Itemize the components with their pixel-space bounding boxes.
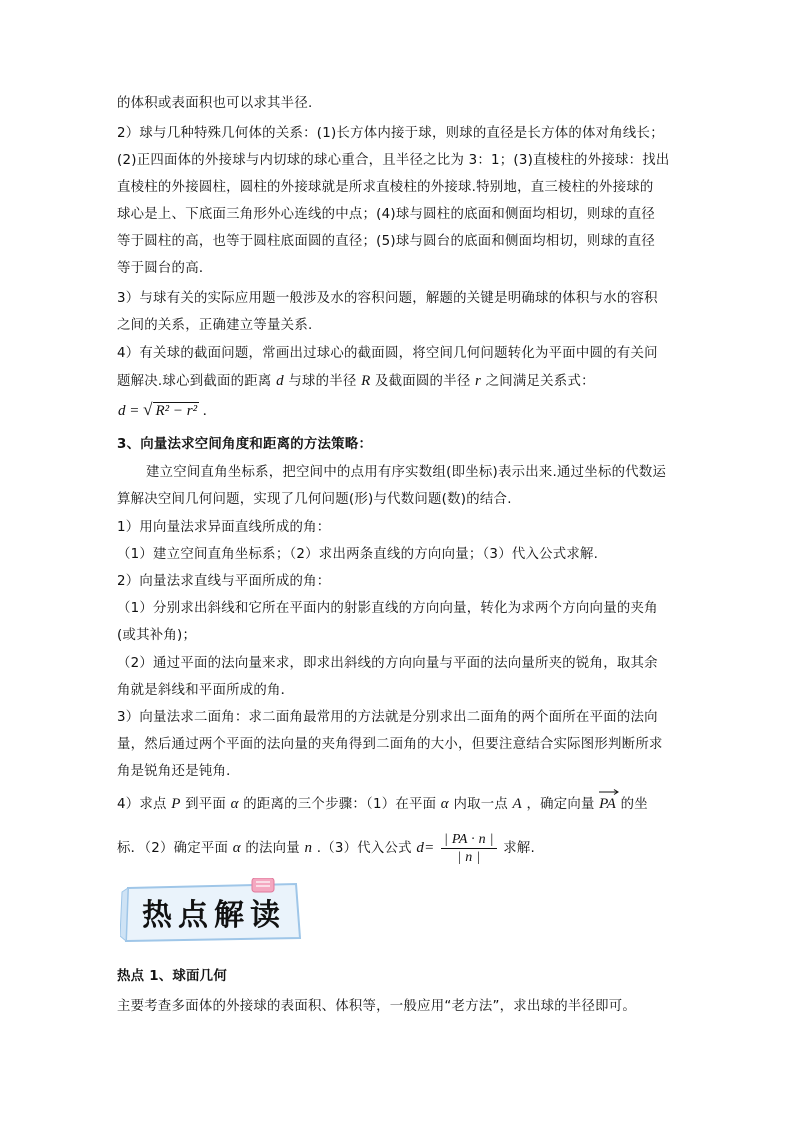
text-fragment: 4）求点 — [117, 797, 167, 812]
vector-label: PA — [599, 796, 617, 812]
text-fragment: 的距离的三个步骤：（1）在平面 — [243, 797, 437, 812]
formula-fraction — [441, 831, 497, 866]
text-fragment: ，确定向量 — [526, 797, 595, 812]
text-line: （1）分别求出斜线和它所在平面内的射影直线的方向向量，转化为求两个方向向量的夹角 — [117, 601, 658, 616]
symbol-n: n — [304, 840, 313, 856]
text-line: 直棱柱的外接圆柱，圆柱的外接球就是所求直棱柱的外接球.特别地，直三棱柱的外接球的 — [117, 180, 654, 195]
text-fragment: 的坐 — [620, 797, 648, 812]
section-heading: 热点 1、球面几何 — [117, 969, 227, 984]
hotspot-banner-title: 热点解读 — [142, 898, 286, 933]
text-line: 3）与球有关的实际应用题一般涉及水的容积问题，解题的关键是明确球的体积与水的容积 — [117, 291, 658, 306]
text-fragment: 求解. — [503, 841, 536, 856]
text-fragment: 的法向量 — [245, 841, 300, 856]
symbol-d: d — [416, 840, 425, 856]
symbol-P: P — [171, 796, 181, 812]
text-fragment: 内取一点 — [453, 797, 508, 812]
symbol-alpha: α — [230, 796, 239, 812]
symbol-alpha: α — [440, 796, 449, 812]
fraction-denominator: | n | — [457, 849, 481, 865]
text-line: 角是锐角还是钝角． — [117, 764, 240, 779]
text-line: (2)正四面体的外接球与内切球的球心重合，且半径之比为 3：1；(3)直棱柱的外接球：找出 — [117, 153, 670, 168]
text-line: 3）向量法求二面角：求二面角最常用的方法就是分别求出二面角的两个面所在平面的法向 — [117, 710, 658, 725]
vector-PA — [599, 795, 616, 813]
vector-arrow-icon — [599, 789, 619, 795]
symbol-alpha: α — [232, 840, 241, 856]
text-fragment: 与球的半径 — [288, 374, 357, 389]
symbol-r: r — [475, 373, 482, 389]
text-fragment: 题解决.球心到截面的距离 — [117, 374, 272, 389]
text-line: （2）通过平面的法向量来求，即求出斜线的方向向量与平面的法向量所夹的锐角，取其余 — [117, 656, 658, 671]
text-line: 等于圆台的高． — [117, 261, 213, 276]
text-fragment: .（3）代入公式 — [316, 841, 412, 856]
text-line-with-symbols — [117, 795, 677, 814]
text-fragment: 到平面 — [185, 797, 227, 812]
text-fragment: 及截面圆的半径 — [375, 374, 471, 389]
text-line: 角就是斜线和平面所成的角． — [117, 683, 295, 698]
text-line: 量，然后通过两个平面的法向量的夹角得到二面角的大小，但要注意结合实际图形判断所求 — [117, 737, 663, 752]
text-line: 等于圆柱的高，也等于圆柱底面圆的直径；(5)球与圆台的底面和侧面均相切，则球的直径 — [117, 234, 656, 249]
text-line: 的体积或表面积也可以求其半径. — [117, 96, 313, 111]
text-line: (或其补角)； — [117, 628, 197, 643]
text-line: 算解决空间几何问题，实现了几何问题(形)与代数问题(数)的结合. — [117, 492, 512, 507]
text-line-with-symbols — [117, 372, 677, 391]
symbol-d: d — [276, 373, 284, 389]
text-line: 2）球与几种特殊几何体的关系：(1)长方体内接于球，则球的直径是长方体的体对角线长； — [117, 126, 664, 141]
text-line: 4）有关球的截面问题，常画出过球心的截面圆，将空间几何问题转化为平面中圆的有关问 — [117, 346, 658, 361]
formula-lhs: d = — [118, 403, 140, 419]
text-fragment: 标．（2）确定平面 — [117, 841, 229, 856]
text-line: 球心是上、下底面三角形外心连线的中点；(4)球与圆柱的底面和侧面均相切，则球的直径 — [117, 207, 656, 222]
section-heading: 3、向量法求空间角度和距离的方法策略： — [117, 437, 373, 452]
symbol-R: R — [361, 373, 371, 389]
symbol-A: A — [512, 796, 522, 812]
text-line: 2）向量法求直线与平面所成的角： — [117, 574, 331, 589]
text-fragment: 之间满足关系式： — [485, 374, 595, 389]
text-line-with-symbols: 标．（2）确定平面 α 的法向量 n .（3）代入公式 d= $\frac{| PA \cdot n |}{| n |}$ 求解. — [117, 831, 536, 865]
formula-radicand: R² − r² — [155, 403, 198, 419]
text-line: 建立空间直角坐标系，把空间中的点用有序实数组(即坐标)表示出来.通过坐标的代数运 — [146, 465, 667, 480]
text-line: （1）建立空间直角坐标系；（2）求出两条直线的方向向量；（3）代入公式求解. — [117, 547, 599, 562]
text-line: 之间的关系，正确建立等量关系. — [117, 318, 313, 333]
text-line: 1）用向量法求异面直线所成的角： — [117, 520, 331, 535]
fraction-numerator: | PA · n | — [441, 831, 497, 849]
text-line: 主要考查多面体的外接球的表面积、体积等，一般应用“老方法”，求出球的半径即可。 — [117, 999, 637, 1014]
formula-distance: d = √ R² − r² . — [118, 400, 207, 419]
